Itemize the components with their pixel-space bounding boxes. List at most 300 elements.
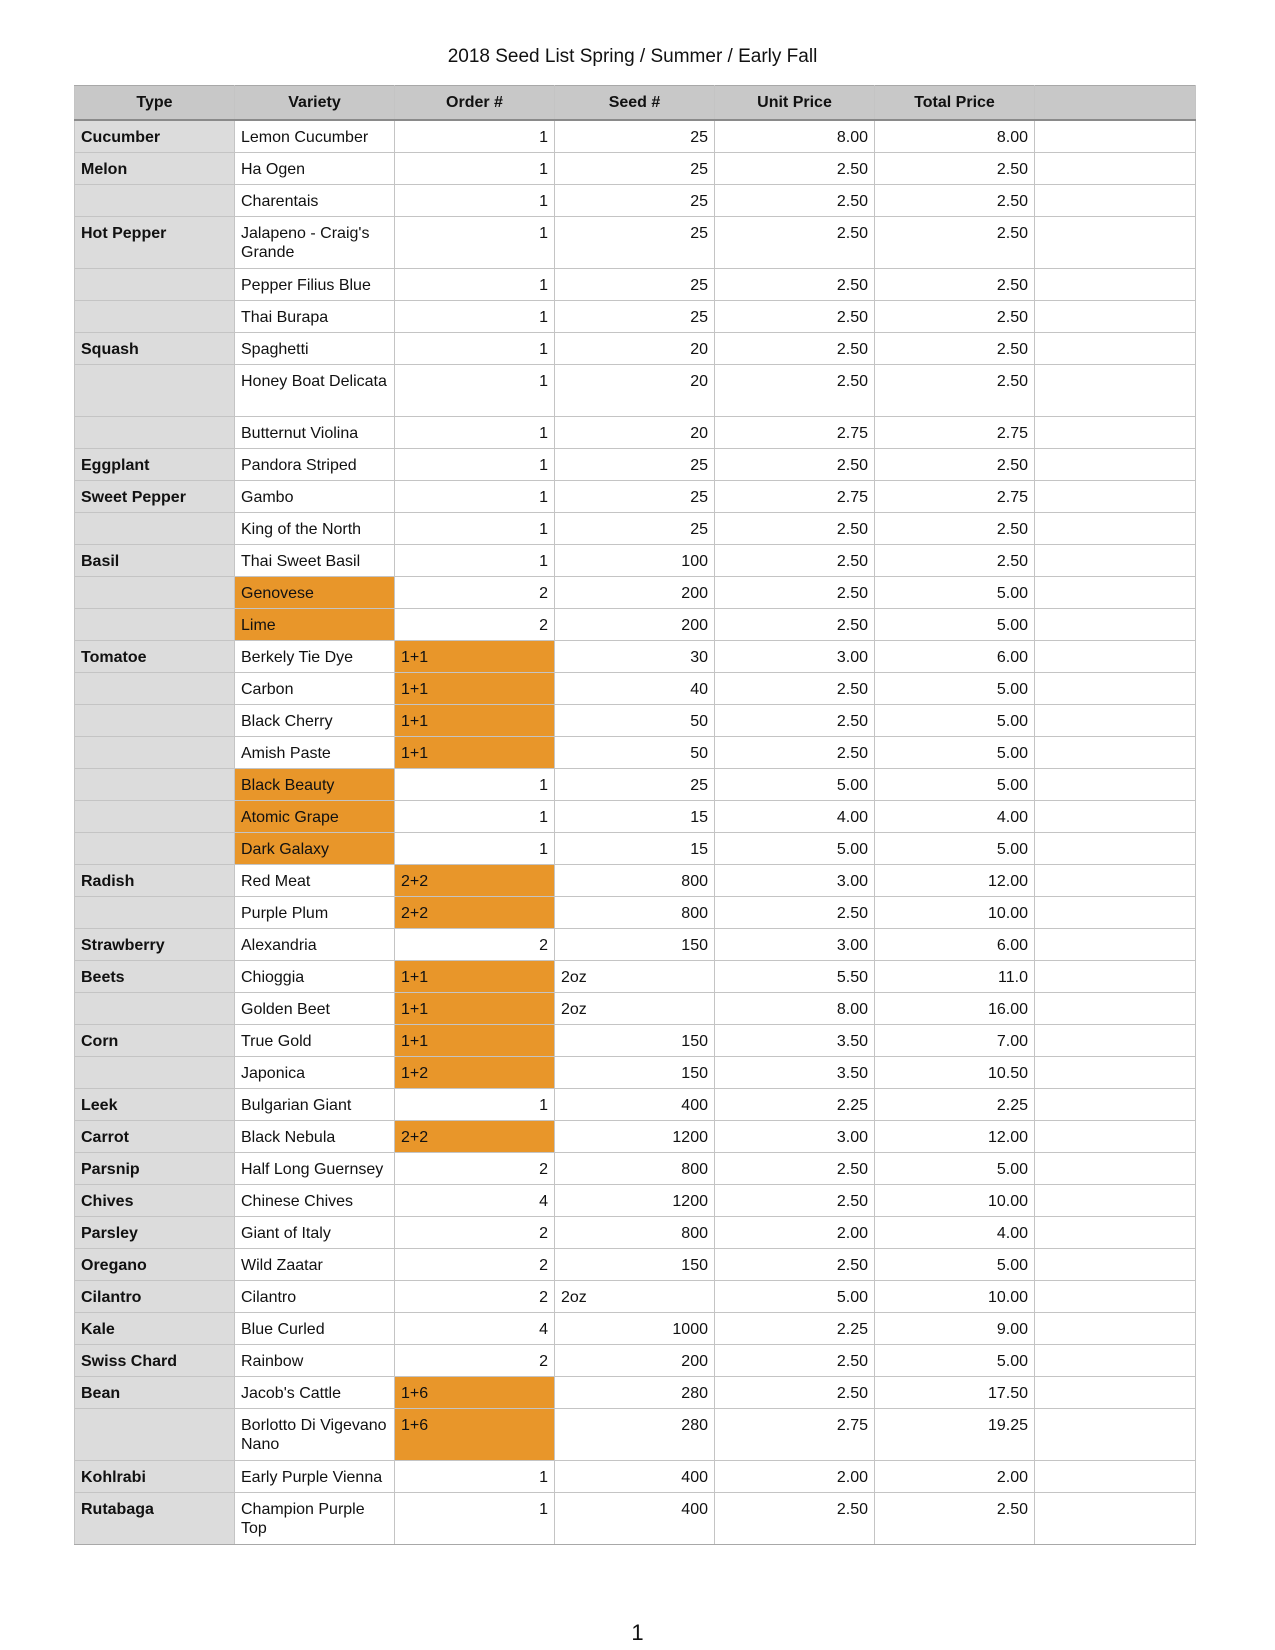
unit-price-cell[interactable]: 3.50	[715, 1056, 875, 1088]
total-price-cell[interactable]: 5.00	[875, 576, 1035, 608]
variety-cell[interactable]: Alexandria	[235, 928, 395, 960]
order-cell[interactable]: 1	[395, 1460, 555, 1492]
order-cell[interactable]: 1+1	[395, 960, 555, 992]
order-cell[interactable]: 2+2	[395, 896, 555, 928]
type-cell[interactable]	[75, 184, 235, 216]
unit-price-cell[interactable]: 2.50	[715, 364, 875, 416]
order-cell[interactable]: 2	[395, 1344, 555, 1376]
seed-cell[interactable]: 25	[555, 480, 715, 512]
total-price-cell[interactable]: 12.00	[875, 1120, 1035, 1152]
variety-cell[interactable]: Red Meat	[235, 864, 395, 896]
seed-cell[interactable]: 15	[555, 832, 715, 864]
unit-price-cell[interactable]: 2.50	[715, 152, 875, 184]
seed-cell[interactable]: 200	[555, 576, 715, 608]
type-cell[interactable]	[75, 1056, 235, 1088]
unit-price-cell[interactable]: 2.50	[715, 704, 875, 736]
blank-cell[interactable]	[1035, 1460, 1196, 1492]
type-cell[interactable]: Beets	[75, 960, 235, 992]
order-cell[interactable]: 1+1	[395, 672, 555, 704]
total-price-cell[interactable]: 2.50	[875, 364, 1035, 416]
variety-cell[interactable]: Lemon Cucumber	[235, 120, 395, 152]
unit-price-cell[interactable]: 8.00	[715, 992, 875, 1024]
variety-cell[interactable]: Blue Curled	[235, 1312, 395, 1344]
type-cell[interactable]: Cilantro	[75, 1280, 235, 1312]
seed-cell[interactable]: 200	[555, 1344, 715, 1376]
unit-price-cell[interactable]: 2.00	[715, 1460, 875, 1492]
blank-cell[interactable]	[1035, 768, 1196, 800]
unit-price-cell[interactable]: 2.25	[715, 1088, 875, 1120]
total-price-cell[interactable]: 5.00	[875, 1344, 1035, 1376]
seed-cell[interactable]: 15	[555, 800, 715, 832]
type-cell[interactable]	[75, 576, 235, 608]
total-price-cell[interactable]: 10.00	[875, 896, 1035, 928]
type-cell[interactable]: Eggplant	[75, 448, 235, 480]
total-price-cell[interactable]: 6.00	[875, 928, 1035, 960]
order-cell[interactable]: 1	[395, 152, 555, 184]
variety-cell[interactable]: Berkely Tie Dye	[235, 640, 395, 672]
unit-price-cell[interactable]: 3.00	[715, 1120, 875, 1152]
unit-price-cell[interactable]: 5.50	[715, 960, 875, 992]
table-row	[75, 1088, 1196, 1120]
unit-price-cell[interactable]: 2.75	[715, 1408, 875, 1460]
total-price-cell[interactable]: 5.00	[875, 1152, 1035, 1184]
unit-price-cell[interactable]: 3.00	[715, 928, 875, 960]
blank-cell[interactable]	[1035, 300, 1196, 332]
variety-cell[interactable]: Amish Paste	[235, 736, 395, 768]
unit-price-cell[interactable]: 2.50	[715, 1152, 875, 1184]
blank-cell[interactable]	[1035, 960, 1196, 992]
blank-cell[interactable]	[1035, 608, 1196, 640]
seed-cell[interactable]: 25	[555, 152, 715, 184]
blank-cell[interactable]	[1035, 1152, 1196, 1184]
seed-cell[interactable]: 25	[555, 448, 715, 480]
blank-cell[interactable]	[1035, 800, 1196, 832]
total-price-cell[interactable]: 2.00	[875, 1460, 1035, 1492]
unit-price-cell[interactable]: 2.50	[715, 300, 875, 332]
type-cell[interactable]: Cucumber	[75, 120, 235, 152]
type-cell[interactable]	[75, 608, 235, 640]
order-cell[interactable]: 4	[395, 1184, 555, 1216]
variety-cell[interactable]: Gambo	[235, 480, 395, 512]
type-cell[interactable]	[75, 268, 235, 300]
seed-cell[interactable]: 2oz	[555, 960, 715, 992]
seed-cell[interactable]: 20	[555, 332, 715, 364]
blank-cell[interactable]	[1035, 448, 1196, 480]
variety-cell[interactable]: Butternut Violina	[235, 416, 395, 448]
unit-price-cell[interactable]: 2.50	[715, 1184, 875, 1216]
seed-cell[interactable]: 800	[555, 1152, 715, 1184]
variety-cell[interactable]: Bulgarian Giant	[235, 1088, 395, 1120]
seed-cell[interactable]: 1200	[555, 1184, 715, 1216]
blank-cell[interactable]	[1035, 640, 1196, 672]
total-price-cell[interactable]: 2.50	[875, 512, 1035, 544]
type-cell[interactable]: Swiss Chard	[75, 1344, 235, 1376]
type-cell[interactable]	[75, 512, 235, 544]
blank-cell[interactable]	[1035, 1492, 1196, 1544]
order-cell[interactable]: 1	[395, 216, 555, 268]
seed-cell[interactable]: 50	[555, 704, 715, 736]
type-cell[interactable]: Leek	[75, 1088, 235, 1120]
blank-cell[interactable]	[1035, 1024, 1196, 1056]
total-price-cell[interactable]: 5.00	[875, 1248, 1035, 1280]
unit-price-cell[interactable]: 3.00	[715, 640, 875, 672]
total-price-cell[interactable]: 9.00	[875, 1312, 1035, 1344]
total-price-cell[interactable]: 10.00	[875, 1184, 1035, 1216]
order-cell[interactable]: 1	[395, 364, 555, 416]
order-cell[interactable]: 1	[395, 184, 555, 216]
table-row	[75, 1248, 1196, 1280]
unit-price-cell[interactable]: 2.50	[715, 184, 875, 216]
unit-price-cell[interactable]: 2.50	[715, 896, 875, 928]
order-cell[interactable]: 2	[395, 608, 555, 640]
type-cell[interactable]: Corn	[75, 1024, 235, 1056]
blank-cell[interactable]	[1035, 416, 1196, 448]
variety-cell[interactable]: Jalapeno - Craig's Grande	[235, 216, 395, 268]
variety-cell[interactable]: Dark Galaxy	[235, 832, 395, 864]
seed-list-table	[74, 85, 1196, 1545]
variety-cell[interactable]: Early Purple Vienna	[235, 1460, 395, 1492]
blank-cell[interactable]	[1035, 704, 1196, 736]
order-cell[interactable]: 1	[395, 768, 555, 800]
variety-cell[interactable]: Black Cherry	[235, 704, 395, 736]
seed-cell[interactable]: 20	[555, 416, 715, 448]
total-price-cell[interactable]: 2.75	[875, 416, 1035, 448]
total-price-cell[interactable]: 2.25	[875, 1088, 1035, 1120]
type-cell[interactable]	[75, 736, 235, 768]
total-price-cell[interactable]: 4.00	[875, 800, 1035, 832]
seed-cell[interactable]: 20	[555, 364, 715, 416]
type-cell[interactable]: Squash	[75, 332, 235, 364]
seed-cell[interactable]: 400	[555, 1460, 715, 1492]
unit-price-cell[interactable]: 2.50	[715, 448, 875, 480]
variety-cell[interactable]: Lime	[235, 608, 395, 640]
variety-cell[interactable]: Chinese Chives	[235, 1184, 395, 1216]
type-cell[interactable]: Parsley	[75, 1216, 235, 1248]
total-price-cell[interactable]: 19.25	[875, 1408, 1035, 1460]
blank-cell[interactable]	[1035, 576, 1196, 608]
variety-cell[interactable]: Thai Sweet Basil	[235, 544, 395, 576]
unit-price-cell[interactable]: 3.00	[715, 864, 875, 896]
type-cell[interactable]	[75, 416, 235, 448]
seed-cell[interactable]: 25	[555, 184, 715, 216]
blank-cell[interactable]	[1035, 1056, 1196, 1088]
order-cell[interactable]: 1+2	[395, 1056, 555, 1088]
order-cell[interactable]: 1+1	[395, 640, 555, 672]
variety-cell[interactable]: Purple Plum	[235, 896, 395, 928]
seed-cell[interactable]: 800	[555, 896, 715, 928]
type-cell[interactable]: Hot Pepper	[75, 216, 235, 268]
order-cell[interactable]: 1	[395, 832, 555, 864]
total-price-cell[interactable]: 5.00	[875, 768, 1035, 800]
variety-cell[interactable]: Giant of Italy	[235, 1216, 395, 1248]
variety-cell[interactable]: Black Beauty	[235, 768, 395, 800]
type-cell[interactable]: Strawberry	[75, 928, 235, 960]
order-cell[interactable]: 1	[395, 120, 555, 152]
blank-cell[interactable]	[1035, 1088, 1196, 1120]
seed-cell[interactable]: 2oz	[555, 1280, 715, 1312]
variety-cell[interactable]: Jacob's Cattle	[235, 1376, 395, 1408]
blank-cell[interactable]	[1035, 832, 1196, 864]
type-cell[interactable]	[75, 300, 235, 332]
unit-price-cell[interactable]: 2.50	[715, 268, 875, 300]
order-cell[interactable]: 2	[395, 1280, 555, 1312]
blank-cell[interactable]	[1035, 736, 1196, 768]
seed-cell[interactable]: 800	[555, 1216, 715, 1248]
blank-cell[interactable]	[1035, 992, 1196, 1024]
variety-cell[interactable]: Charentais	[235, 184, 395, 216]
order-cell[interactable]: 1	[395, 300, 555, 332]
order-cell[interactable]: 2	[395, 576, 555, 608]
unit-price-cell[interactable]: 5.00	[715, 832, 875, 864]
seed-cell[interactable]: 25	[555, 120, 715, 152]
table-row	[75, 576, 1196, 608]
variety-cell[interactable]: Carbon	[235, 672, 395, 704]
blank-cell[interactable]	[1035, 268, 1196, 300]
seed-cell[interactable]: 800	[555, 864, 715, 896]
type-cell[interactable]	[75, 800, 235, 832]
seed-cell[interactable]: 400	[555, 1088, 715, 1120]
variety-cell[interactable]: Spaghetti	[235, 332, 395, 364]
unit-price-cell[interactable]: 2.75	[715, 480, 875, 512]
total-price-cell[interactable]: 17.50	[875, 1376, 1035, 1408]
variety-cell[interactable]: True Gold	[235, 1024, 395, 1056]
unit-price-cell[interactable]: 2.50	[715, 736, 875, 768]
blank-cell[interactable]	[1035, 512, 1196, 544]
order-cell[interactable]: 2	[395, 928, 555, 960]
total-price-cell[interactable]: 2.50	[875, 152, 1035, 184]
seed-cell[interactable]: 1000	[555, 1312, 715, 1344]
total-price-cell[interactable]: 2.50	[875, 1492, 1035, 1544]
total-price-cell[interactable]: 2.50	[875, 544, 1035, 576]
unit-price-cell[interactable]: 5.00	[715, 768, 875, 800]
total-price-cell[interactable]: 2.50	[875, 300, 1035, 332]
seed-cell[interactable]: 200	[555, 608, 715, 640]
total-price-cell[interactable]: 10.00	[875, 1280, 1035, 1312]
total-price-cell[interactable]: 11.0	[875, 960, 1035, 992]
total-price-cell[interactable]: 5.00	[875, 736, 1035, 768]
order-cell[interactable]: 1	[395, 332, 555, 364]
seed-cell[interactable]: 25	[555, 300, 715, 332]
blank-cell[interactable]	[1035, 544, 1196, 576]
variety-cell[interactable]: Pandora Striped	[235, 448, 395, 480]
order-cell[interactable]: 2+2	[395, 864, 555, 896]
seed-cell[interactable]: 150	[555, 1056, 715, 1088]
type-cell[interactable]	[75, 672, 235, 704]
seed-cell[interactable]: 150	[555, 1248, 715, 1280]
total-price-cell[interactable]: 12.00	[875, 864, 1035, 896]
total-price-cell[interactable]: 5.00	[875, 832, 1035, 864]
type-cell[interactable]: Kohlrabi	[75, 1460, 235, 1492]
order-cell[interactable]: 1	[395, 416, 555, 448]
unit-price-cell[interactable]: 8.00	[715, 120, 875, 152]
seed-cell[interactable]: 30	[555, 640, 715, 672]
seed-cell[interactable]: 280	[555, 1376, 715, 1408]
total-price-cell[interactable]: 4.00	[875, 1216, 1035, 1248]
seed-cell[interactable]: 1200	[555, 1120, 715, 1152]
blank-cell[interactable]	[1035, 928, 1196, 960]
type-cell[interactable]: Rutabaga	[75, 1492, 235, 1544]
order-cell[interactable]: 1	[395, 1088, 555, 1120]
total-price-cell[interactable]: 2.50	[875, 332, 1035, 364]
total-price-cell[interactable]: 2.50	[875, 268, 1035, 300]
variety-cell[interactable]: Japonica	[235, 1056, 395, 1088]
unit-price-cell[interactable]: 5.00	[715, 1280, 875, 1312]
order-cell[interactable]: 1	[395, 1492, 555, 1544]
order-cell[interactable]: 1+1	[395, 1024, 555, 1056]
blank-cell[interactable]	[1035, 364, 1196, 416]
blank-cell[interactable]	[1035, 216, 1196, 268]
order-cell[interactable]: 1	[395, 268, 555, 300]
variety-cell[interactable]: Black Nebula	[235, 1120, 395, 1152]
type-cell[interactable]: Oregano	[75, 1248, 235, 1280]
order-cell[interactable]: 1	[395, 544, 555, 576]
variety-cell[interactable]: Champion Purple Top	[235, 1492, 395, 1544]
unit-price-cell[interactable]: 2.50	[715, 544, 875, 576]
blank-cell[interactable]	[1035, 896, 1196, 928]
unit-price-cell[interactable]: 2.50	[715, 512, 875, 544]
blank-cell[interactable]	[1035, 864, 1196, 896]
unit-price-cell[interactable]: 2.50	[715, 216, 875, 268]
type-cell[interactable]	[75, 896, 235, 928]
type-cell[interactable]: Tomatoe	[75, 640, 235, 672]
total-price-cell[interactable]: 10.50	[875, 1056, 1035, 1088]
variety-cell[interactable]: King of the North	[235, 512, 395, 544]
order-cell[interactable]: 2+2	[395, 1120, 555, 1152]
total-price-cell[interactable]: 8.00	[875, 120, 1035, 152]
type-cell[interactable]: Carrot	[75, 1120, 235, 1152]
variety-cell[interactable]: Honey Boat Delicata	[235, 364, 395, 416]
order-cell[interactable]: 1+1	[395, 736, 555, 768]
seed-cell[interactable]: 25	[555, 268, 715, 300]
unit-price-cell[interactable]: 2.50	[715, 332, 875, 364]
variety-cell[interactable]: Thai Burapa	[235, 300, 395, 332]
unit-price-cell[interactable]: 2.75	[715, 416, 875, 448]
variety-cell[interactable]: Ha Ogen	[235, 152, 395, 184]
blank-cell[interactable]	[1035, 1184, 1196, 1216]
total-price-cell[interactable]: 5.00	[875, 672, 1035, 704]
total-price-cell[interactable]: 5.00	[875, 704, 1035, 736]
type-cell[interactable]: Parsnip	[75, 1152, 235, 1184]
variety-cell[interactable]: Wild Zaatar	[235, 1248, 395, 1280]
seed-cell[interactable]: 2oz	[555, 992, 715, 1024]
blank-cell[interactable]	[1035, 1280, 1196, 1312]
blank-cell[interactable]	[1035, 184, 1196, 216]
variety-cell[interactable]: Half Long Guernsey	[235, 1152, 395, 1184]
blank-cell[interactable]	[1035, 1120, 1196, 1152]
seed-cell[interactable]: 50	[555, 736, 715, 768]
total-price-cell[interactable]: 2.50	[875, 448, 1035, 480]
order-cell[interactable]: 1+6	[395, 1408, 555, 1460]
variety-cell[interactable]: Cilantro	[235, 1280, 395, 1312]
type-cell[interactable]	[75, 1408, 235, 1460]
type-cell[interactable]: Chives	[75, 1184, 235, 1216]
variety-cell[interactable]: Pepper Filius Blue	[235, 268, 395, 300]
seed-cell[interactable]: 40	[555, 672, 715, 704]
type-cell[interactable]: Kale	[75, 1312, 235, 1344]
unit-price-cell[interactable]: 2.25	[715, 1312, 875, 1344]
seed-cell[interactable]: 400	[555, 1492, 715, 1544]
unit-price-cell[interactable]: 3.50	[715, 1024, 875, 1056]
unit-price-cell[interactable]: 2.50	[715, 1248, 875, 1280]
blank-cell[interactable]	[1035, 1376, 1196, 1408]
order-cell[interactable]: 1	[395, 448, 555, 480]
type-cell[interactable]	[75, 768, 235, 800]
variety-cell[interactable]: Golden Beet	[235, 992, 395, 1024]
blank-cell[interactable]	[1035, 1408, 1196, 1460]
variety-cell[interactable]: Atomic Grape	[235, 800, 395, 832]
unit-price-cell[interactable]: 2.50	[715, 1492, 875, 1544]
order-cell[interactable]: 1	[395, 480, 555, 512]
seed-cell[interactable]: 25	[555, 216, 715, 268]
unit-price-cell[interactable]: 2.50	[715, 576, 875, 608]
order-cell[interactable]: 1+6	[395, 1376, 555, 1408]
type-cell[interactable]: Basil	[75, 544, 235, 576]
table-row	[75, 480, 1196, 512]
type-cell[interactable]: Radish	[75, 864, 235, 896]
unit-price-cell[interactable]: 2.50	[715, 672, 875, 704]
type-cell[interactable]	[75, 704, 235, 736]
type-cell[interactable]: Melon	[75, 152, 235, 184]
type-cell[interactable]	[75, 992, 235, 1024]
unit-price-cell[interactable]: 2.50	[715, 1376, 875, 1408]
order-cell[interactable]: 4	[395, 1312, 555, 1344]
total-price-cell[interactable]: 16.00	[875, 992, 1035, 1024]
blank-cell[interactable]	[1035, 332, 1196, 364]
type-cell[interactable]: Bean	[75, 1376, 235, 1408]
blank-cell[interactable]	[1035, 120, 1196, 152]
blank-cell[interactable]	[1035, 1344, 1196, 1376]
total-price-cell[interactable]: 5.00	[875, 608, 1035, 640]
type-cell[interactable]: Sweet Pepper	[75, 480, 235, 512]
unit-price-cell[interactable]: 2.50	[715, 1344, 875, 1376]
blank-cell[interactable]	[1035, 480, 1196, 512]
total-price-cell[interactable]: 2.50	[875, 184, 1035, 216]
unit-price-cell[interactable]: 4.00	[715, 800, 875, 832]
order-cell[interactable]: 2	[395, 1248, 555, 1280]
blank-cell[interactable]	[1035, 1248, 1196, 1280]
seed-cell[interactable]: 100	[555, 544, 715, 576]
total-price-cell[interactable]: 7.00	[875, 1024, 1035, 1056]
order-cell[interactable]: 1+1	[395, 704, 555, 736]
variety-cell[interactable]: Borlotto Di Vigevano Nano	[235, 1408, 395, 1460]
variety-cell[interactable]: Rainbow	[235, 1344, 395, 1376]
blank-cell[interactable]	[1035, 1216, 1196, 1248]
variety-cell[interactable]: Chioggia	[235, 960, 395, 992]
order-cell[interactable]: 1	[395, 512, 555, 544]
order-cell[interactable]: 1+1	[395, 992, 555, 1024]
blank-cell[interactable]	[1035, 152, 1196, 184]
type-cell[interactable]	[75, 364, 235, 416]
unit-price-cell[interactable]: 2.50	[715, 608, 875, 640]
table-row	[75, 832, 1196, 864]
seed-cell[interactable]: 25	[555, 512, 715, 544]
blank-cell[interactable]	[1035, 1312, 1196, 1344]
order-cell[interactable]: 2	[395, 1152, 555, 1184]
seed-cell[interactable]: 150	[555, 1024, 715, 1056]
variety-cell[interactable]: Genovese	[235, 576, 395, 608]
total-price-cell[interactable]: 2.50	[875, 216, 1035, 268]
blank-cell[interactable]	[1035, 672, 1196, 704]
order-cell[interactable]: 1	[395, 800, 555, 832]
seed-cell[interactable]: 280	[555, 1408, 715, 1460]
total-price-cell[interactable]: 6.00	[875, 640, 1035, 672]
type-cell[interactable]	[75, 832, 235, 864]
total-price-cell[interactable]: 2.75	[875, 480, 1035, 512]
seed-cell[interactable]: 150	[555, 928, 715, 960]
order-cell[interactable]: 2	[395, 1216, 555, 1248]
seed-cell[interactable]: 25	[555, 768, 715, 800]
unit-price-cell[interactable]: 2.00	[715, 1216, 875, 1248]
